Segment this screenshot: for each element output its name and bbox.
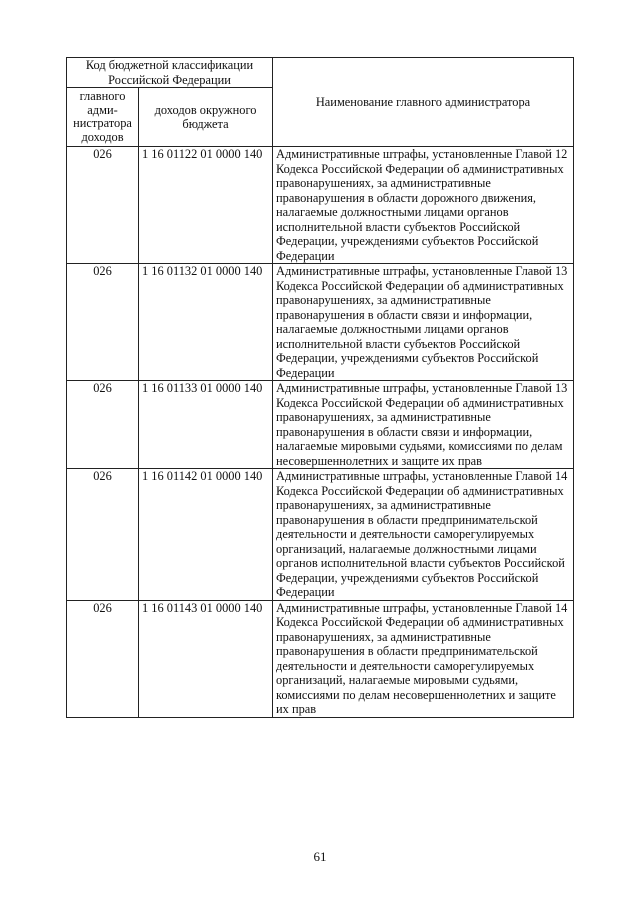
table-row — [67, 381, 574, 469]
page-number: 61 — [313, 849, 327, 864]
table-body — [67, 147, 574, 718]
budget-code-cell: 1 16 01133 01 0000 140 — [139, 381, 273, 469]
budget-code-cell: 1 16 01143 01 0000 140 — [139, 600, 273, 717]
header-administrator-name: Наименование главного администратора — [273, 58, 574, 147]
budget-code-cell: 1 16 01132 01 0000 140 — [139, 264, 273, 381]
table-row — [67, 469, 574, 601]
header-income-district-budget: доходов окружного бюджета — [139, 88, 273, 147]
administrator-name-cell: Административные штрафы, установленные Главой 13 Кодекса Российской Федерации об административных правонарушениях, за административные правонарушения в области связи и информации, налагаемые должностными лицами органов исполнительной власти субъектов Российской Федерации, учреждениями субъектов Российской Федерации — [273, 264, 574, 381]
admin-code-cell: 026 — [67, 264, 139, 381]
admin-code-cell: 026 — [67, 147, 139, 264]
administrator-name-cell: Административные штрафы, установленные Главой 14 Кодекса Российской Федерации об административных правонарушениях, за административные правонарушения в области предпринимательской деятельности и деятельности саморегулируемых организаций, налагаемые должностными лицами органов исполнительной власти субъектов Российской Федерации, учреждениями субъектов Российской Федерации — [273, 469, 574, 601]
budget-code-cell: 1 16 01122 01 0000 140 — [139, 147, 273, 264]
budget-classification-table — [66, 57, 574, 718]
admin-code-cell: 026 — [67, 469, 139, 601]
header-row-group — [67, 58, 574, 88]
header-budget-classification-code: Код бюджетной классификации Российской Федерации — [67, 58, 273, 88]
administrator-name-cell: Административные штрафы, установленные Главой 13 Кодекса Российской Федерации об административных правонарушениях, за административные правонарушения в области связи и информации, налагаемые мировыми судьями, комиссиями по делам несовершеннолетних и защите их прав — [273, 381, 574, 469]
admin-code-cell: 026 — [67, 381, 139, 469]
administrator-name-cell: Административные штрафы, установленные Главой 14 Кодекса Российской Федерации об административных правонарушениях, за административные правонарушения в области предпринимательской деятельности и деятельности саморегулируемых организаций, налагаемые мировыми судьями, комиссиями по делам несовершеннолетних и защите их прав — [273, 600, 574, 717]
admin-code-cell: 026 — [67, 600, 139, 717]
budget-code-cell: 1 16 01142 01 0000 140 — [139, 469, 273, 601]
table-row — [67, 147, 574, 264]
administrator-name-cell: Административные штрафы, установленные Главой 12 Кодекса Российской Федерации об административных правонарушениях, за административные правонарушения в области дорожного движения, налагаемые должностными лицами органов исполнительной власти субъектов Российской Федерации, учреждениями субъектов Российской Федерации — [273, 147, 574, 264]
header-main-administrator: главного адми-нистратора доходов — [67, 88, 139, 147]
table-row — [67, 264, 574, 381]
table-row — [67, 600, 574, 717]
